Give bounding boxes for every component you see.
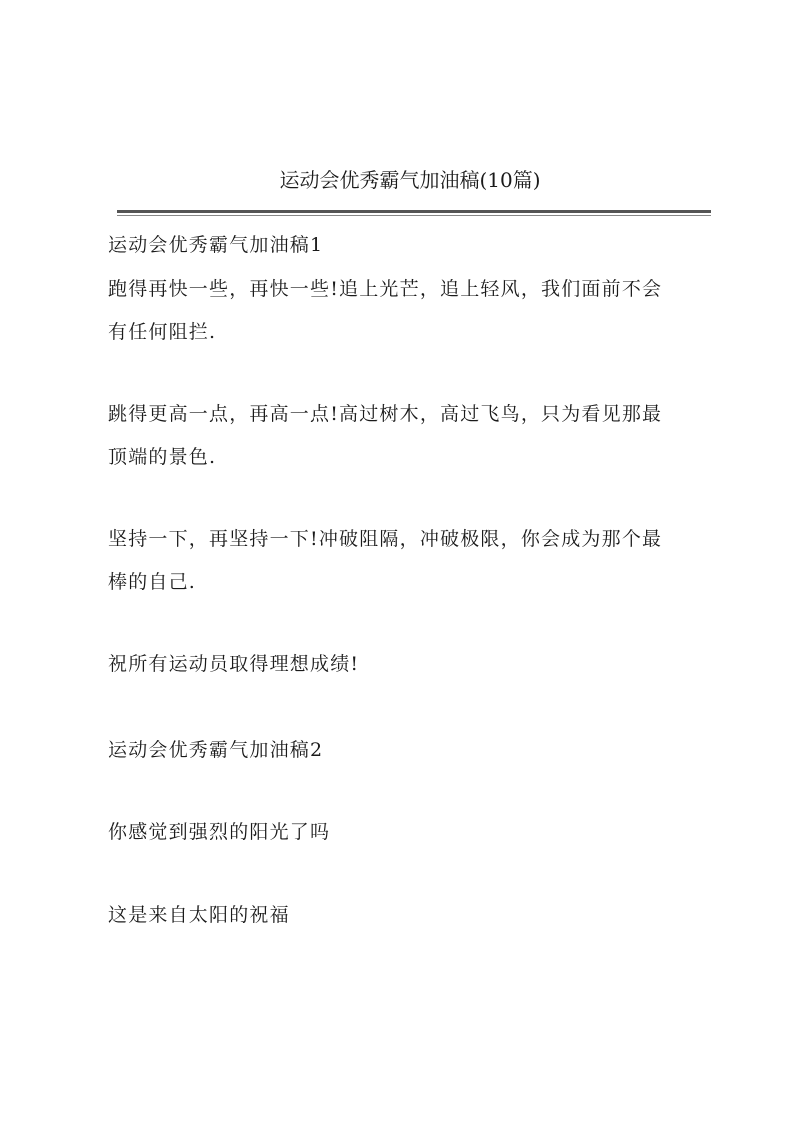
paragraph-line: 你感觉到强烈的阳光了吗 <box>108 821 331 843</box>
paragraph-line: 棒的自己. <box>108 571 197 593</box>
paragraph-line: 坚持一下，再坚持一下!冲破阻隔，冲破极限，你会成为那个最 <box>108 528 663 550</box>
paragraph-line: 跑得再快一些，再快一些!追上光芒，追上轻风，我们面前不会 <box>108 278 663 300</box>
title-divider-thin <box>117 215 711 216</box>
paragraph-line: 这是来自太阳的祝福 <box>108 904 290 926</box>
paragraph-line: 跳得更高一点，再高一点!高过树木，高过飞鸟，只为看见那最 <box>108 403 663 425</box>
document-title: 运动会优秀霸气加油稿(10篇) <box>279 168 541 192</box>
section-heading-2: 运动会优秀霸气加油稿2 <box>108 739 324 761</box>
title-divider <box>117 210 711 213</box>
paragraph-line: 顶端的景色. <box>108 446 217 468</box>
paragraph-line: 有任何阻拦. <box>108 321 217 343</box>
section-heading-1: 运动会优秀霸气加油稿1 <box>108 234 324 256</box>
paragraph-line: 祝所有运动员取得理想成绩! <box>108 653 360 675</box>
